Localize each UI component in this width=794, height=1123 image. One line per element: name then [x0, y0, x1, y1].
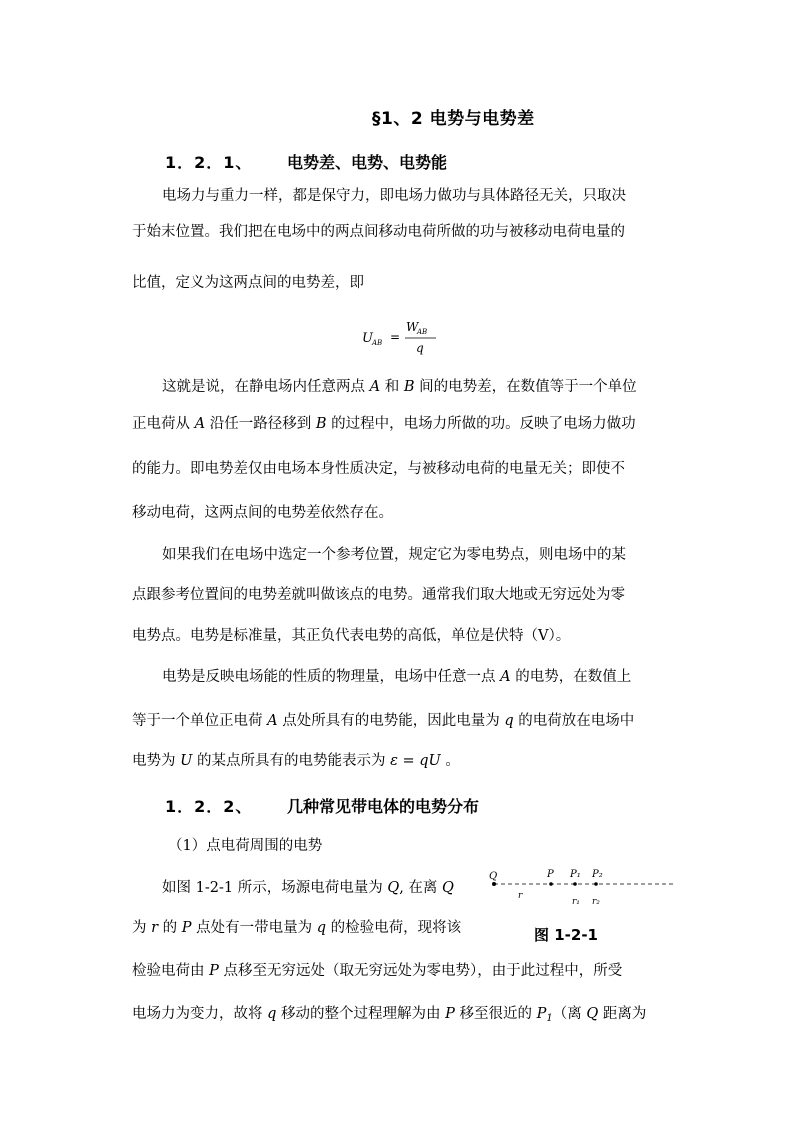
- symbol-Q: Q: [586, 1006, 599, 1022]
- symbol-B: B: [403, 379, 415, 395]
- symbol-r: r: [151, 920, 159, 936]
- paragraph-line: 点跟参考位置间的电势差就叫做该点的电势。通常我们取大地或无穷远处为零: [132, 587, 625, 603]
- text-run: 点处所具有的电势能，因此电量为: [277, 713, 505, 729]
- formula-eq: =: [390, 330, 401, 344]
- section-title: 几种常见带电体的电势分布: [287, 797, 480, 816]
- symbol-B: B: [315, 416, 327, 432]
- paragraph-line: [132, 414, 677, 434]
- paragraph-line: [132, 918, 482, 938]
- text-run: 。: [440, 753, 460, 769]
- text-run: 的电势，在数值上: [510, 669, 632, 685]
- section-heading-1: [165, 150, 447, 173]
- text-run: 检验电荷由: [132, 963, 210, 979]
- symbol-U: U: [180, 753, 193, 769]
- formula-denominator: q: [416, 341, 424, 355]
- point-P1-dot: [573, 882, 577, 886]
- charge-Q-dot: [492, 882, 496, 886]
- paragraph-line: [162, 377, 677, 397]
- text-run: 和: [380, 379, 404, 395]
- paragraph-line: [132, 961, 677, 981]
- paragraph-line: 于始末位置。我们把在电场中的两点间移动电荷所做的功与被移动电荷电量的: [132, 224, 625, 240]
- text-run: 的电荷放在电场中: [513, 713, 635, 729]
- paragraph-line: 比值，定义为这两点间的电势差，即: [132, 275, 364, 291]
- symbol-q: q: [267, 1006, 277, 1022]
- symbol-q: q: [504, 713, 514, 729]
- symbol-P1: P: [536, 1006, 547, 1022]
- text-run: , 在离: [399, 880, 443, 896]
- symbol-Q: Q: [387, 880, 400, 896]
- symbol-A: A: [369, 379, 381, 395]
- text-run: 如图 1-2-1 所示，场源电荷电量为: [162, 880, 388, 896]
- text-run: 电势是反映电场能的性质的物理量，电场中任意一点: [162, 669, 501, 685]
- label-r2: r₂: [592, 897, 600, 907]
- label-r1: r₁: [572, 897, 580, 907]
- symbol-P: P: [445, 1006, 455, 1022]
- label-P1: P₁: [570, 869, 581, 880]
- text-run: 间的电势差，在数值等于一个单位: [414, 379, 637, 395]
- point-P-dot: [549, 882, 553, 886]
- section-heading-2: [165, 794, 479, 817]
- symbol-Q: Q: [442, 880, 454, 896]
- text-run: 电场力为变力，故将: [132, 1006, 268, 1022]
- text-run: 的某点所具有的电势能表示为: [192, 753, 391, 769]
- paragraph-line: 电势点。电势是标准量，其正负代表电势的高低，单位是伏特（V）。: [132, 628, 571, 644]
- symbol-P: P: [209, 963, 219, 979]
- text-run: 等于一个单位正电荷: [132, 713, 268, 729]
- label-P2: P₂: [592, 869, 603, 880]
- formula-lhs-sub: AB: [372, 339, 383, 347]
- energy-formula: ε = qU: [390, 753, 441, 769]
- text-run: 的检验电荷，现将该: [326, 920, 462, 936]
- text-run: 沿任一路径移到: [205, 416, 316, 432]
- point-P2-dot: [594, 882, 598, 886]
- subsection-title: （1）点电荷周围的电势: [168, 838, 323, 854]
- figure-caption: 图 1-2-1: [534, 926, 598, 944]
- text-run: （离: [552, 1006, 587, 1022]
- paragraph-line: 电场力与重力一样，都是保守力，即电场力做功与具体路径无关，只取决: [162, 188, 626, 204]
- text-run: 距离为: [598, 1006, 647, 1022]
- text-run: 点移至无穷远处（取无穷远处为零电势），由于此过程中，所受: [218, 963, 623, 979]
- text-run: 的: [158, 920, 182, 936]
- paragraph-line: [132, 1004, 677, 1029]
- formula-numerator-sub: AB: [417, 328, 428, 336]
- text-run: 移至很近的: [454, 1006, 537, 1022]
- subscript-1: 1: [546, 1013, 553, 1024]
- section-number: 1．2．2、: [165, 797, 253, 816]
- label-r: r: [518, 891, 523, 901]
- text-run: 为: [132, 920, 152, 936]
- symbol-A: A: [500, 669, 511, 685]
- section-number: 1．2．1、: [165, 153, 253, 172]
- text-run: 电势为: [132, 753, 181, 769]
- paragraph-line: [132, 751, 677, 771]
- symbol-q: q: [316, 920, 327, 936]
- text-run: 移动的整个过程理解为由: [276, 1006, 446, 1022]
- paragraph-line: 的能力。即电势差仅由电场本身性质决定，与被移动电荷的电量无关；即使不: [132, 461, 625, 477]
- paragraph-line: [162, 667, 677, 687]
- symbol-P: P: [181, 920, 192, 936]
- label-Q: Q: [489, 871, 498, 882]
- paragraph-line: [162, 878, 482, 898]
- section-title: 电势差、电势、电势能: [287, 153, 448, 172]
- point-charge-figure: [480, 862, 680, 932]
- text-run: 点处有一带电量为: [191, 920, 317, 936]
- text-run: 这就是说，在静电场内任意两点: [162, 379, 370, 395]
- symbol-A: A: [267, 713, 278, 729]
- paragraph-line: 移动电荷，这两点间的电势差依然存在。: [132, 505, 393, 521]
- text-run: 的过程中，电场力所做的功。反映了电场力做功: [326, 416, 636, 432]
- label-P: P: [547, 869, 554, 880]
- potential-difference-formula: [360, 318, 450, 358]
- paragraph-line: 如果我们在电场中选定一个参考位置，规定它为零电势点，则电场中的某: [162, 547, 626, 563]
- page-title: §1、2 电势与电势差: [372, 109, 535, 129]
- symbol-A: A: [194, 416, 206, 432]
- text-run: 正电荷从: [132, 416, 195, 432]
- formula-numerator: W: [406, 320, 419, 334]
- formula-lhs: U: [362, 331, 373, 346]
- paragraph-line: [132, 711, 677, 731]
